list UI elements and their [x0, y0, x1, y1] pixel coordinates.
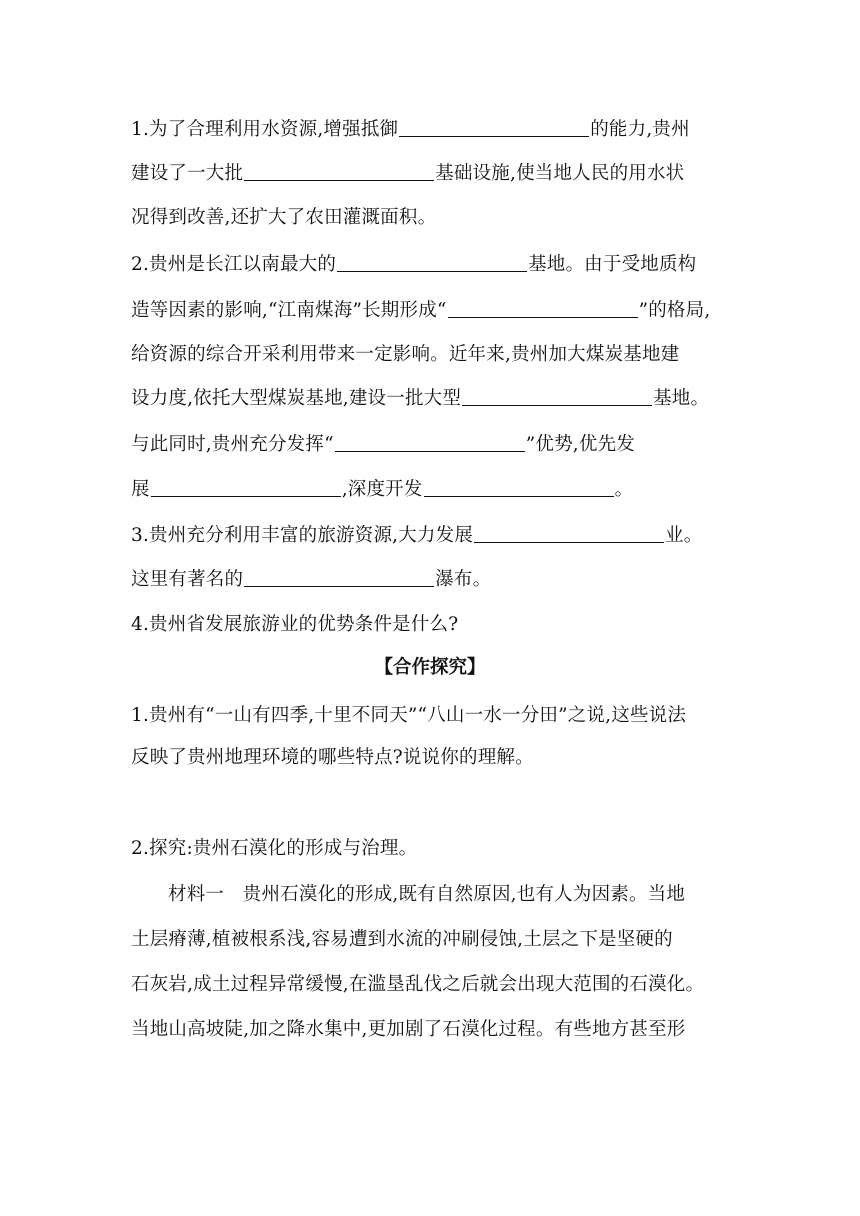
- text: 业。: [665, 525, 703, 546]
- text: 基地。由于受地质构: [528, 254, 697, 275]
- text: 3.贵州充分利用丰富的旅游资源,大力发展: [131, 525, 474, 546]
- c1-line-1: 1.贵州有“一山有四季,十里不同天”“八山一水一分田”之说,这些说法: [131, 705, 687, 726]
- answer-blank[interactable]: [462, 387, 652, 406]
- text: 这里有著名的: [131, 569, 244, 590]
- text: ”优势,优先发: [525, 434, 635, 455]
- answer-blank[interactable]: [244, 568, 434, 587]
- text: 。: [614, 479, 634, 500]
- q4-line: 4.贵州省发展旅游业的优势条件是什么?: [131, 614, 459, 635]
- answer-blank[interactable]: [337, 253, 527, 272]
- q2-line-4: [131, 387, 709, 411]
- section-title: 【合作探究】: [374, 657, 486, 678]
- q3-line-1: [131, 524, 702, 548]
- q2-line-2: [131, 299, 710, 323]
- text: ,深度开发: [341, 479, 423, 500]
- q2-line-5: [131, 433, 635, 457]
- answer-blank[interactable]: [474, 524, 664, 543]
- text: 的能力,贵州: [590, 119, 690, 140]
- material-line-3: 石灰岩,成土过程异常缓慢,在滥垦乱伐之后就会出现大范围的石漠化。: [131, 974, 705, 995]
- c2-title: 2.探究:贵州石漠化的形成与治理。: [131, 838, 418, 859]
- text: ”的格局,: [638, 300, 711, 321]
- answer-blank[interactable]: [424, 478, 614, 497]
- answer-blank[interactable]: [244, 162, 434, 181]
- q2-line-3: 给资源的综合开采利用带来一定影响。近年来,贵州加大煤炭基地建: [131, 344, 680, 365]
- q1-line-2: [131, 162, 684, 186]
- text: 展: [131, 479, 150, 500]
- text: 基地。: [653, 388, 710, 409]
- material-line-4: 当地山高坡陡,加之降水集中,更加剧了石漠化过程。有些地方甚至形: [131, 1019, 686, 1040]
- text: 2.贵州是长江以南最大的: [131, 254, 337, 275]
- text: 设力度,依托大型煤炭基地,建设一批大型: [131, 388, 462, 409]
- text: 基础设施,使当地人民的用水状: [435, 163, 685, 184]
- text: 造等因素的影响,“江南煤海”长期形成“: [131, 300, 447, 321]
- text: 瀑布。: [435, 569, 492, 590]
- text: 建设了一大批: [131, 163, 244, 184]
- answer-blank[interactable]: [399, 118, 589, 137]
- answer-blank[interactable]: [448, 299, 638, 318]
- q1-line-1: [131, 118, 690, 142]
- answer-blank[interactable]: [151, 478, 341, 497]
- text: 与此同时,贵州充分发挥“: [131, 434, 334, 455]
- q2-line-1: [131, 253, 696, 277]
- answer-blank[interactable]: [335, 433, 525, 452]
- q2-line-6: [131, 478, 633, 502]
- q3-line-2: [131, 568, 491, 592]
- q1-line-3: 况得到改善,还扩大了农田灌溉面积。: [131, 207, 437, 228]
- material-line-2: 土层瘠薄,植被根系浅,容易遭到水流的冲刷侵蚀,土层之下是坚硬的: [131, 929, 673, 950]
- text: 1.为了合理利用水资源,增强抵御: [131, 119, 399, 140]
- c1-line-2: 反映了贵州地理环境的哪些特点?说说你的理解。: [131, 747, 534, 768]
- material-line-1: 材料一 贵州石漠化的形成,既有自然原因,也有人为因素。当地: [168, 884, 686, 905]
